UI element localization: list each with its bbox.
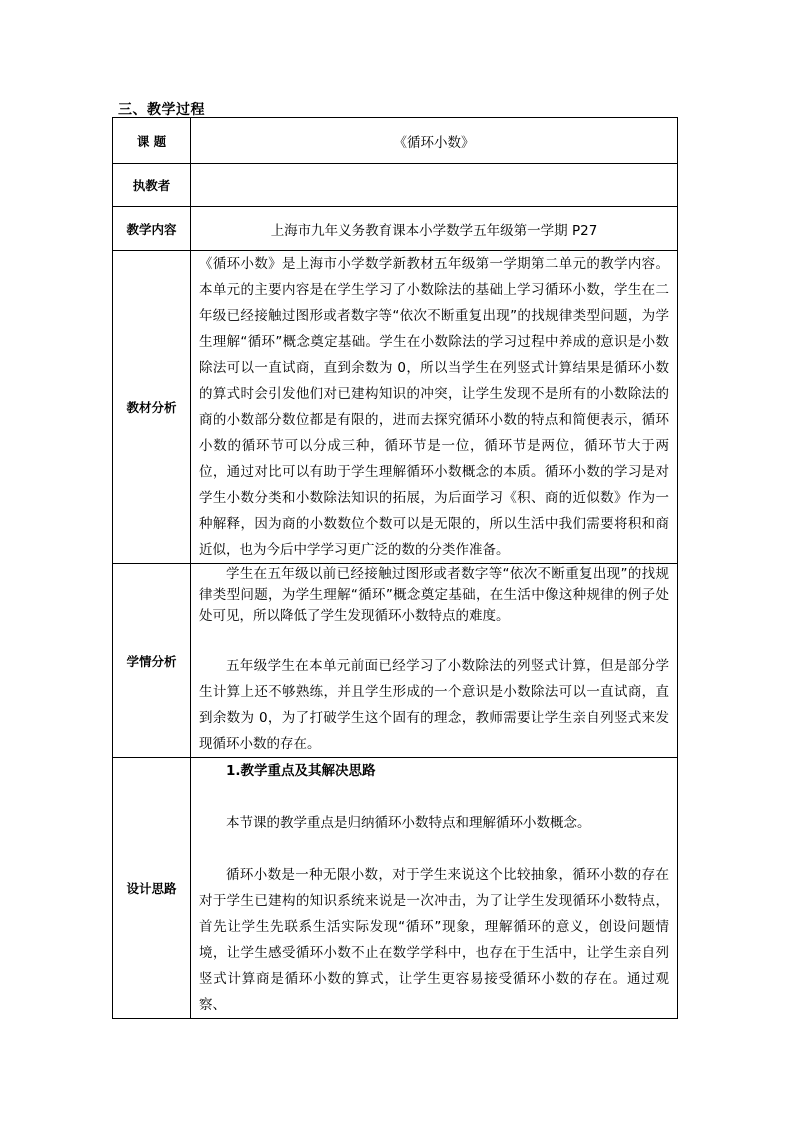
student-analysis-paragraph-2: 五年级学生在本单元前面已经学习了小数除法的列竖式计算，但是部分学生计算上还不够熟练，并且学生形成的一个意识是小数除法可以一直试商，直到余数为 0，为了打破学生这个固有的理念，教师需要让学生亲自列竖式来发现循环小数的存在。 — [199, 658, 669, 752]
row-label-student-analysis: 学情分析 — [113, 564, 191, 758]
textbook-analysis-text: 《循环小数》是上海市小学数学新教材五年级第一学期第二单元的教学内容。本单元的主要内容是在学生学习了小数除法的基础上学习循环小数，学生在二年级已经接触过图形或者数字等“依次不断重复出现”的找规律类型问题，为学生理解“循环”概念奠定基础。学生在小数除法的学习过程中养成的意识是小数除法可以一直试商，直到余数为 0，所以当学生在列竖式计算结果是循环小数的算式时会引发他们对已建构知识的冲突，让学生发现不是所有的小数除法的商的小数部分数位都是有限的，进而去探究循环小数的特点和简便表示，循环小数的循环节可以分成三种，循环节是一位，循环节是两位，循环节大于两位，通过对比可以有助于学生理解循环小数概念的本质。循环小数的学习是对学生小数分类和小数除法知识的拓展，为后面学习《积、商的近似数》作为一种解释，因为商的小数数位个数可以是无限的，所以生活中我们需要将积和商近似，也为今后中学学习更广泛的数的分类作准备。 — [199, 256, 669, 558]
row-label-textbook-analysis: 教材分析 — [113, 251, 191, 564]
row-label-teacher: 执教者 — [113, 164, 191, 207]
design-paragraph-1: 本节课的教学重点是归纳循环小数特点和理解循环小数概念。 — [226, 815, 591, 831]
lesson-plan-table — [112, 117, 678, 1019]
design-paragraph-2: 循环小数是一种无限小数，对于学生来说这个比较抽象，循环小数的存在对于学生已建构的知识系统来说是一次冲击，为了让学生发现循环小数特点，首先让学生先联系生活实际发现“循环”现象，理解循环的意义，创设问题情境，让学生感受循环小数不止在数学学科中，也存在于生活中，让学生亲自列竖式计算商是循环小数的算式，让学生更容易接受循环小数的存在。通过观察、 — [199, 867, 669, 1013]
table-row-teacher — [113, 164, 678, 207]
student-analysis-paragraph-1: 学生在五年级以前已经接触过图形或者数字等“依次不断重复出现”的找规律类型问题，为学生理解“循环”概念奠定基础，在生活中像这种规律的例子处处可见，所以降低了学生发现循环小数特点的难度。 — [199, 566, 669, 624]
lesson-topic-value: 《循环小数》 — [191, 118, 678, 164]
table-row-topic — [113, 118, 678, 164]
table-row-design-ideas — [113, 758, 678, 1019]
row-label-design-ideas: 设计思路 — [113, 758, 191, 1019]
design-subheading: 1.教学重点及其解决思路 — [226, 763, 376, 779]
teacher-value — [191, 164, 678, 207]
row-label-topic: 课 题 — [113, 118, 191, 164]
row-label-content: 教学内容 — [113, 207, 191, 251]
section-title: 三、教学过程 — [118, 102, 205, 118]
table-row-content — [113, 207, 678, 251]
teaching-content-value: 上海市九年义务教育课本小学数学五年级第一学期 P27 — [191, 207, 678, 251]
table-row-textbook-analysis — [113, 251, 678, 564]
table-row-student-analysis — [113, 564, 678, 758]
